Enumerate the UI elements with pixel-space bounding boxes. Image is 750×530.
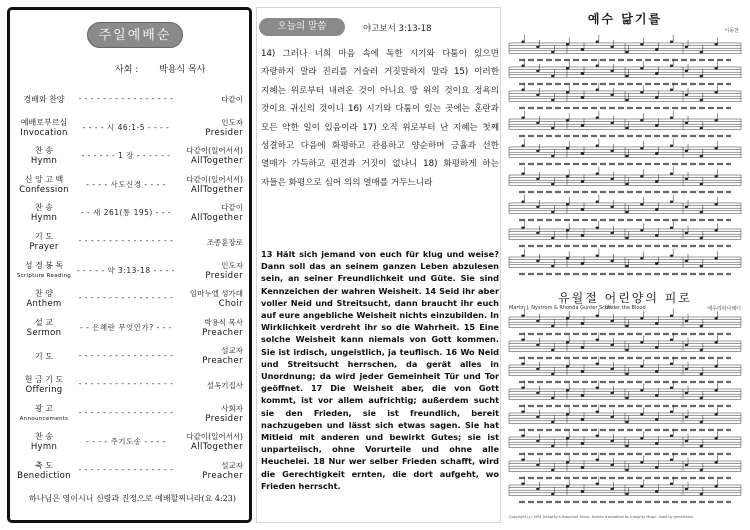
music-staff (509, 357, 741, 382)
worship-leader-korean: 다같이 (221, 95, 243, 104)
worship-item-detail: - - - - - - - - - - - - - - - - (78, 94, 174, 103)
worship-item-korean: 신 앙 고 백 (24, 174, 64, 184)
worship-item-korean: 예배로부르심 (20, 117, 68, 127)
worship-item-name (14, 351, 74, 362)
worship-item-detail: - - - - - - - - - - - - - - - - (78, 464, 174, 474)
worship-item-detail: - - - - - - 1 장 - - - - - - (81, 151, 171, 161)
worship-row (10, 202, 249, 232)
worship-item-name (14, 403, 74, 425)
worship-item-english: Announcements (19, 415, 69, 422)
worship-item-english: Anthem (26, 299, 62, 310)
worship-item-detail: - - - - - 약 3:13-18 - - - - (76, 265, 176, 275)
worship-leader-korean: 사회자 (221, 403, 243, 413)
worship-item-korean: 찬 송 (35, 432, 53, 442)
worship-item-leader (171, 174, 243, 196)
worship-item-name (14, 117, 74, 139)
worship-item-korean: 기 도 (35, 232, 53, 241)
worship-item-detail: - - - - - - - - - - - - - - - - (78, 293, 174, 303)
worship-item-detail: - - 새 261(통 195) - - - (80, 208, 172, 218)
hymn2-credit: Martin J. Nystrom & Rhonda Gunter Scott (509, 305, 612, 311)
worship-row (10, 403, 249, 433)
worship-leader-english: Choir (218, 299, 243, 310)
worship-item-detail: - - - - - - - - - - - - - - - - (78, 236, 174, 245)
worship-row (10, 317, 249, 347)
worship-item-name (14, 202, 74, 224)
worship-item-korean: 찬 송 (35, 146, 53, 156)
worship-item-name (14, 431, 74, 453)
music-staff (509, 309, 741, 334)
worship-item-korean: 축 도 (35, 460, 53, 470)
worship-item-english: Hymn (30, 442, 58, 453)
worship-item-english: Scripture Reading (16, 272, 72, 279)
music-staff (509, 333, 741, 358)
order-of-worship-panel (7, 7, 252, 523)
worship-item-name (14, 260, 74, 282)
worship-row (10, 174, 249, 204)
worship-leader-korean: 박용식 목사 (204, 317, 243, 327)
worship-leader-korean: 설옥기집사 (206, 381, 243, 390)
scripture-panel (256, 7, 501, 523)
scripture-reference: 야고보서 3:13-18 (363, 24, 432, 34)
worship-item-detail: - - - - - - - - - - - - - - - - (78, 351, 174, 361)
worship-item-name (14, 145, 74, 167)
worship-item-korean: 찬 송 (35, 203, 53, 213)
worship-item-leader (171, 317, 243, 339)
worship-leader-korean: 설교자 (221, 346, 243, 356)
hymn1-credit: 이동찬 (724, 28, 739, 34)
worship-leader-english: Preacher (202, 327, 243, 338)
worship-item-detail: - - - - - - - - - - - - - - - - (78, 407, 174, 417)
worship-item-detail: - - 은혜란 무엇인가? - - - (79, 322, 173, 332)
worship-item-english: Invocation (20, 127, 68, 138)
worship-item-detail: - - - - 시 46:1-5 - - - - (82, 122, 170, 132)
worship-item-name (14, 231, 74, 253)
worship-item-english: Sermon (26, 327, 62, 338)
worship-leader-korean: 임마누엘 성가대 (189, 289, 243, 299)
worship-row (10, 288, 249, 318)
worship-row (10, 345, 249, 375)
music-staff (509, 381, 741, 406)
worship-item-name (14, 174, 74, 196)
worship-item-english: Confession (19, 184, 69, 195)
music-staff (509, 477, 741, 502)
worship-item-leader (171, 380, 243, 391)
worship-row (10, 145, 249, 175)
worship-item-detail: - - - - 주기도송 - - - - (86, 437, 166, 447)
worship-item-name (14, 94, 74, 105)
worship-row (10, 117, 249, 147)
worship-item-leader (171, 460, 243, 482)
worship-item-name (14, 288, 74, 310)
worship-leader-english: Preacher (202, 470, 243, 481)
hymn2-arranger: 에우리라나레디 (707, 306, 741, 312)
hymn2-title: 유월절 어린양의 피로 (558, 291, 692, 305)
worship-item-detail: - - - - 사도신경 - - - - (86, 179, 166, 189)
worship-leader-korean: 다같이 (221, 203, 243, 213)
worship-item-english: Hymn (30, 156, 58, 167)
worship-item-leader (171, 145, 243, 167)
sheet-music-panel (505, 7, 745, 523)
worship-item-english: Hymn (30, 213, 58, 224)
worship-leader-english: Presider (205, 127, 243, 138)
worship-item-leader (171, 345, 243, 367)
worship-item-korean: 성 경 봉 독 (24, 260, 64, 270)
worship-item-korean: 기 도 (35, 352, 53, 362)
worship-item-korean: 광 고 (35, 403, 53, 413)
worship-item-korean: 설 교 (35, 317, 53, 327)
music-staff (509, 453, 741, 478)
worship-item-english: Benediction (17, 470, 71, 481)
worship-leader-korean: 다같이(일어서서) (186, 174, 243, 184)
order-title: 주일예배순 (87, 22, 183, 48)
officiant-label: 사회 : (115, 65, 139, 75)
worship-leader-english: AllTogether (191, 184, 243, 195)
worship-leader-korean: 인도자 (221, 260, 243, 270)
hymn2-score (505, 7, 745, 523)
worship-row (10, 260, 249, 290)
order-footer-verse: 하나님은 영이시니 신령과 진정으로 예배할찌니라(요 4:23) (29, 494, 236, 503)
worship-item-leader (171, 403, 243, 425)
scripture-korean-text: 14) 그러나 너희 마음 속에 독한 시기와 다툼이 있으면 자랑하지 말라 진리를 거슬러 거짓말하지 말라 15) 이러한 지혜는 위로부터 내려온 것이 아니요 땅 위의 것이요 정욕의 것이요 귀신의 것이니 16) 시기와 다툼이 있는 곳에는 혼란과 모든 악한 일이 있음이라 17) 오직 위로부터 난 지혜는 첫째 성결하고 다음에 화평하고 관용하고 양순하며 긍휼과 선한 열매가 가득하고 편견과 거짓이 없나니 18) 화평하게 하는 자들은 화평으로 심어 의의 열매를 거두느니라 (261, 49, 499, 188)
worship-item-leader (171, 288, 243, 310)
worship-item-detail: - - - - - - - - - - - - - - - - (78, 379, 174, 388)
music-staff (509, 405, 741, 430)
worship-item-korean: 찬 양 (35, 289, 53, 299)
hymn2-subtitle: Under the Blood (605, 305, 646, 311)
officiant-line (115, 62, 206, 75)
scripture-german-text: 13 Hält sich jemand von euch für klug und weise? Dann soll das an seinem ganzen Leben abzulesen sein, an seiner Freundlichkeit und Güte. Sie sind Kennzeichen der wahren Weisheit. 14 Seid ihr aber voller Neid und Streitsucht, dann braucht ihr euch auf eure angebliche Weisheit nichts einzubilden. In Wirklichkeit verdreht ihr so die Wahrheit. 15 Eine solche Weisheit kann niemals von Gott kommen. Sie ist irdisch, ungeistlich, ja teuflisch. 16 Wo Neid und Streitsucht herrschen, da gerät alles in Unordnung; da wird jeder Gemeinheit Tür und Tor geöffnet. 17 Die Weisheit aber, die von Gott kommt, ist vor allem aufrichtig; außerdem sucht sie den Frieden, sie ist freundlich, bereit nachzugeben und lässt sich etwas sagen. Sie hat Mitleid mit anderen und bewirkt Gutes; sie ist unparteiisch, ohne Vorurteile und ohne alle Heuchelei. 18 Nur wer selber Frieden schafft, wird die Gerechtigkeit ernten, die dort aufgeht, wo Frieden herrscht. (261, 249, 499, 491)
worship-leader-korean: 다같이(일어서서) (186, 146, 243, 156)
music-staff (509, 429, 741, 454)
worship-item-leader (171, 237, 243, 248)
worship-item-name (14, 374, 74, 396)
worship-leader-english: AllTogether (191, 213, 243, 224)
worship-leader-english: Preacher (202, 356, 243, 367)
worship-row (10, 460, 249, 490)
worship-leader-english: Presider (205, 270, 243, 281)
worship-item-name (14, 460, 74, 482)
officiant-name: 박용식 목사 (159, 65, 206, 75)
worship-leader-english: AllTogether (191, 156, 243, 167)
worship-item-leader (171, 431, 243, 453)
worship-leader-korean: 다같이(일어서서) (186, 432, 243, 442)
worship-row (10, 431, 249, 461)
hymn1-title: 예수 닮기를 (587, 12, 663, 26)
worship-item-leader (171, 117, 243, 139)
worship-item-korean: 헌 금 기 도 (24, 375, 64, 384)
worship-item-leader (171, 94, 243, 105)
worship-item-leader (171, 260, 243, 282)
worship-row (10, 88, 249, 118)
worship-leader-english: AllTogether (191, 442, 243, 453)
scripture-tag: 오늘의 말씀 (259, 18, 345, 36)
worship-item-english: Offering (25, 385, 63, 395)
worship-leader-korean: 설교자 (221, 460, 243, 470)
worship-item-korean: 경배와 찬양 (23, 95, 65, 104)
hymn2-copyright: Copyright (c) 1991 Integrity's Hosanna! Music. Korean translation by Integrity Music. Used by permission. (509, 515, 695, 519)
worship-leader-english: Presider (205, 413, 243, 424)
worship-item-leader (171, 202, 243, 224)
worship-row (10, 231, 249, 261)
worship-row (10, 374, 249, 404)
worship-leader-korean: 조종훈장로 (206, 238, 243, 247)
worship-item-name (14, 317, 74, 339)
worship-leader-korean: 인도자 (221, 117, 243, 127)
worship-item-english: Prayer (29, 242, 59, 252)
